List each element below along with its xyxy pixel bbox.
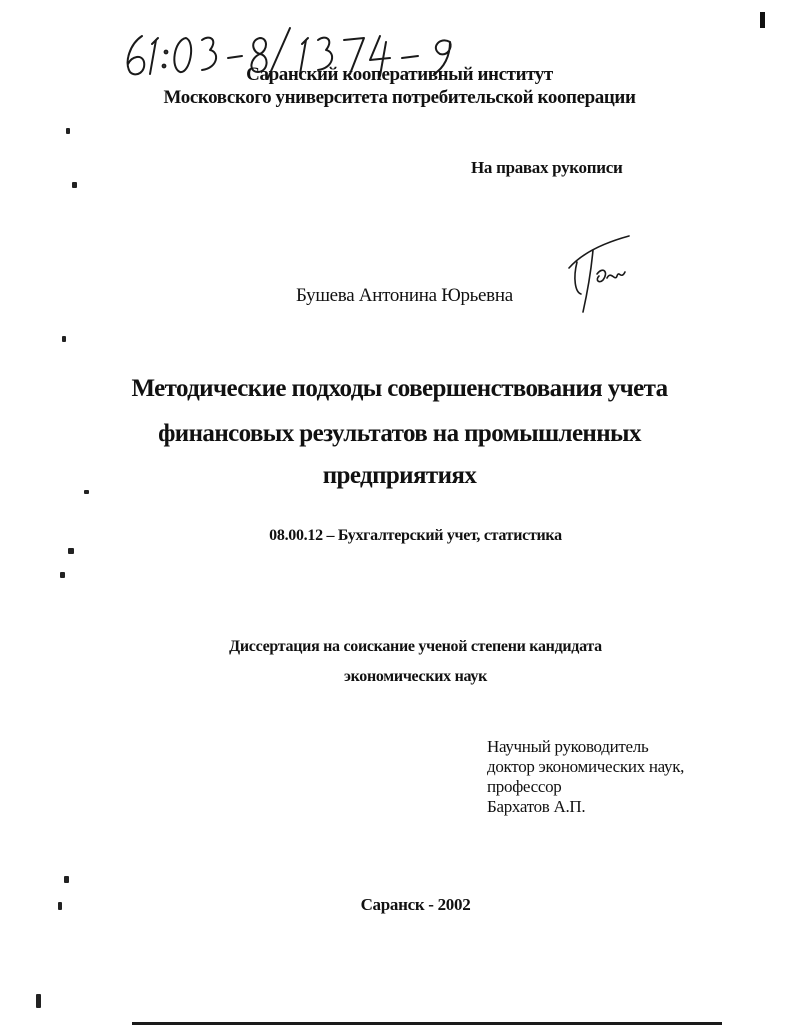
advisor-title: профессор — [487, 777, 562, 796]
scan-speck — [84, 490, 89, 494]
signature — [563, 232, 635, 316]
scan-speck — [72, 182, 77, 188]
scan-corner-mark — [760, 12, 765, 28]
title-line-2: финансовых результатов на промышленных — [158, 420, 641, 447]
author-name: Бушева Антонина Юрьевна — [296, 285, 513, 306]
scan-speck — [36, 994, 41, 1008]
title-line-1: Методические подходы совершенствования учета — [131, 375, 668, 402]
scan-speck — [64, 876, 69, 883]
bottom-scan-rule — [132, 1022, 722, 1025]
rights-notice: На правах рукописи — [471, 158, 623, 177]
advisor-degree: доктор экономических наук, — [487, 757, 685, 776]
dissertation-line-2: экономических наук — [343, 668, 488, 685]
advisor-role: Научный руководитель — [487, 737, 649, 756]
institution-line-1: Саранский кооперативный институт — [246, 64, 553, 85]
scan-speck — [58, 902, 62, 910]
institution-line-2: Московского университета потребительской кооперации — [163, 87, 636, 108]
city-year: Саранск - 2002 — [360, 895, 471, 914]
scan-speck — [66, 128, 70, 134]
title-line-3: предприятиях — [322, 462, 477, 489]
scan-speck — [60, 572, 65, 578]
specialty-code: 08.00.12 – Бухгалтерский учет, статистика — [269, 527, 562, 544]
advisor-name: Бархатов А.П. — [487, 797, 586, 816]
scan-speck — [62, 336, 66, 342]
dissertation-line-1: Диссертация на соискание ученой степени кандидата — [229, 638, 602, 655]
scan-speck — [68, 548, 74, 554]
